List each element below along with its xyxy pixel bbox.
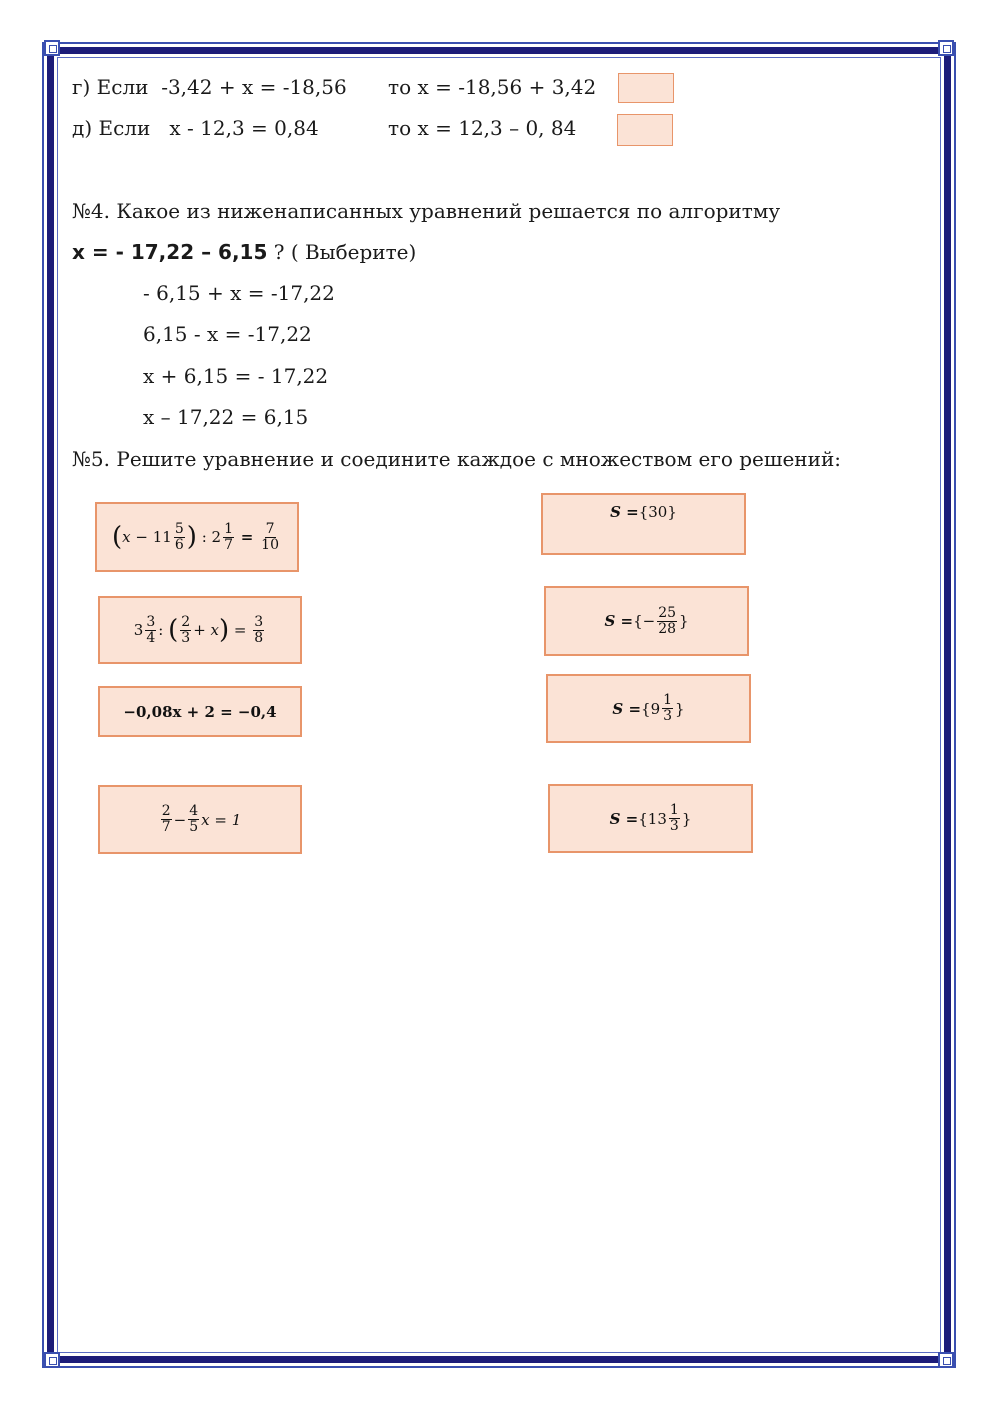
fraction: $\frac{25}{28}$ [658,604,677,637]
fraction: $\frac{3}{4}$ [146,613,156,646]
solution-box-4[interactable]: S = {13 $\frac{1}{3}$ } [548,784,753,853]
task4-option-1[interactable]: - 6,15 + x = -17,22 [143,281,335,305]
row-g-condition: г) Если -3,42 + x = -18,56 [72,75,347,99]
fraction: $\frac{1}{3}$ [663,692,673,724]
fraction: $\frac{7}{10}$ [261,520,279,553]
task4-heading: №4. Какое из ниженаписанных уравнений решается по алгоритму [72,199,781,223]
equation-box-2[interactable]: 3 $\frac{3}{4}$ : ( $\frac{2}{3}$ + x ) = $\frac{3}{8}$ [98,596,302,664]
corner-ornament-top-left [44,40,60,56]
equation-box-3[interactable]: −0,08x + 2 = −0,4 [98,686,302,737]
task4-algorithm-line [72,239,416,265]
task4-algorithm: x = - 17,22 – 6,15 [72,240,268,264]
solution-box-1[interactable]: S = {30} [541,493,746,555]
task4-hint: ? ( Выберите) [267,240,417,264]
corner-ornament-top-right [938,40,954,56]
solution-box-2[interactable]: S = {− $\frac{25}{28}$ } [544,586,749,656]
fraction: $\frac{2}{3}$ [181,613,191,646]
task4-option-4[interactable]: x – 17,22 = 6,15 [143,405,309,429]
task4-option-2[interactable]: 6,15 - x = -17,22 [143,322,312,346]
fraction: $\frac{1}{3}$ [669,802,679,834]
equation-box-1[interactable]: ( x − 11 $\frac{5}{6}$ ) : 2 $\frac{1}{7}$ = $\frac{7}{10}$ [95,502,299,572]
solution-box-3[interactable]: S = {9 $\frac{1}{3}$ } [546,674,751,743]
fraction: $\frac{4}{5}$ [189,803,199,835]
answer-box-d[interactable] [617,114,673,146]
corner-ornament-bottom-left [44,1352,60,1368]
fraction: $\frac{2}{7}$ [161,803,171,835]
equation-box-4[interactable]: $\frac{2}{7}$ − $\frac{4}{5}$ x = 1 [98,785,302,854]
fraction: $\frac{5}{6}$ [174,520,184,553]
row-g-conclusion: то x = -18,56 + 3,42 [388,75,597,99]
task5-heading: №5. Решите уравнение и соедините каждое с множеством его решений: [72,447,842,471]
corner-ornament-bottom-right [938,1352,954,1368]
task4-option-3[interactable]: x + 6,15 = - 17,22 [143,364,329,388]
fraction: $\frac{3}{8}$ [254,613,264,646]
answer-box-g[interactable] [618,73,674,103]
row-d-condition: д) Если x - 12,3 = 0,84 [72,116,319,140]
row-d-conclusion: то x = 12,3 – 0, 84 [388,116,577,140]
fraction: $\frac{1}{7}$ [224,520,234,553]
